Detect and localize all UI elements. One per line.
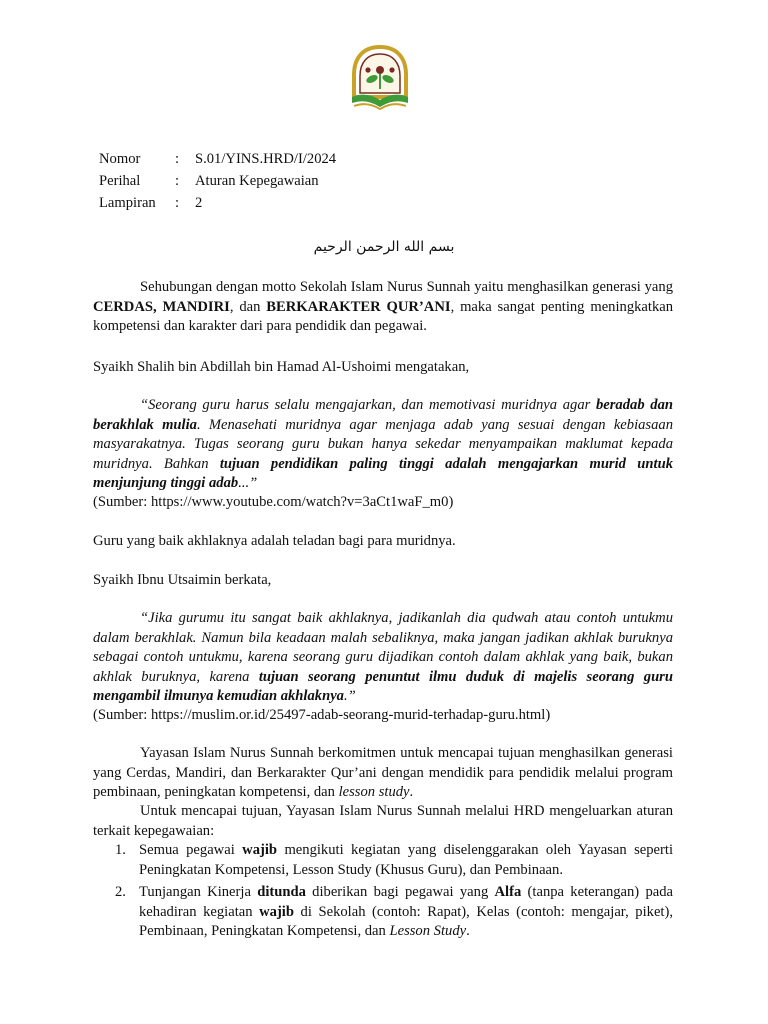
list-number: 1. (115, 842, 126, 858)
rules-list (93, 841, 673, 945)
bold-span: BERKARAKTER QUR’ANI (266, 298, 451, 315)
text-span: Semua pegawai (139, 842, 243, 858)
school-emblem-logo (348, 45, 412, 111)
quote-2 (93, 609, 673, 707)
meta-row-perihal (99, 172, 336, 194)
speaker-line-1: Syaikh Shalih bin Abdillah bin Hamad Al-Ushoimi mengatakan, (93, 359, 470, 375)
text-span: . (409, 784, 414, 800)
quote-2-source: (Sumber: https://muslim.or.id/25497-adab-seorang-murid-terhadap-guru.html) (93, 707, 551, 723)
text-span: . (466, 923, 470, 939)
bold-span: beradab dan berakhlak mulia (93, 397, 673, 433)
text-span: diberikan bagi pegawai yang (305, 884, 495, 900)
bold-span: ditunda (257, 884, 306, 900)
bold-span: wajib (259, 903, 294, 920)
text-span: di Sekolah (contoh: Rapat), Kelas (contoh: mengajar, piket), Pembinaan, Peningkatan Kompetensi, dan (139, 903, 673, 939)
rules-intro: Untuk mencapai tujuan, Yayasan Islam Nurus Sunnah melalui HRD mengeluarkan aturan terkait kepegawaian: (93, 803, 673, 839)
meta-value: 2 (195, 195, 203, 211)
text-span: “Jika gurumu itu sangat baik akhlaknya, jadikanlah dia qudwah atau contoh untukmu dalam berakhlak. Namun bila keadaan malah sebaliknya, maka jangan jadikan akhlak buruknya sebagai contoh untukmu, karena seorang guru dijadikan contoh dalam akhlak yang baik, bukan akhlak buruknya, karena (93, 610, 673, 685)
meta-value: Aturan Kepegawaian (195, 173, 319, 189)
text-span: ...” (238, 475, 258, 491)
bold-span: wajib (242, 842, 278, 858)
text-span: . Menasehati muridnya agar menjaga adab yang sesuai dengan kebiasaan masyarakatnya. Tugas seorang guru bukan hanya sekedar menyampaikan maklumat kepada muridnya. Bahkan (93, 416, 673, 472)
meta-value: S.01/YINS.HRD/I/2024 (195, 151, 337, 167)
basmalah: بسم الله الرحمن الرحيم (313, 239, 455, 255)
text-span: mengikuti kegiatan yang diselenggarakan oleh Yayasan seperti Peningkatan Kompetensi, Lesson Study (Khusus Guru), dan Pembinaan. (139, 842, 673, 878)
text-span: (tanpa keterangan) pada kehadiran kegiatan (139, 884, 673, 920)
text-span: “Seorang guru harus selalu mengajarkan, dan memotivasi muridnya agar (140, 397, 596, 413)
list-item (93, 841, 673, 880)
meta-key: Nomor (99, 151, 141, 167)
text-span: Tunjangan Kinerja (139, 884, 258, 900)
speaker-line-2: Syaikh Ibnu Utsaimin berkata, (93, 572, 272, 588)
meta-sep: : (175, 195, 180, 211)
meta-key: Lampiran (99, 195, 156, 211)
italic-span: Lesson Study (389, 923, 467, 939)
text-span: .” (343, 688, 356, 704)
teacher-statement: Guru yang baik akhlaknya adalah teladan bagi para muridnya. (93, 533, 456, 549)
bold-span: CERDAS, MANDIRI (93, 298, 230, 315)
bold-span: Alfa (494, 884, 522, 900)
letter-meta (99, 150, 336, 216)
text-span: Sehubungan dengan motto Sekolah Islam Nurus Sunnah yaitu menghasilkan generasi yang (140, 279, 673, 295)
text-span: Yayasan Islam Nurus Sunnah berkomitmen untuk mencapai tujuan menghasilkan generasi yang Cerdas, Mandiri, dan Berkarakter Qur’ani dengan mendidik para pendidik melalui program pembinaan, peningkatan kompetensi, dan (93, 745, 673, 800)
meta-row-nomor (99, 150, 336, 172)
meta-key: Perihal (99, 173, 141, 189)
list-number: 2. (115, 884, 126, 900)
meta-sep: : (175, 173, 180, 189)
meta-sep: : (175, 151, 180, 167)
text-span: , dan (229, 298, 267, 315)
italic-span: lesson study (338, 784, 410, 800)
bold-span: tujuan pendidikan paling tinggi adalah mengajarkan murid untuk menjunjung tinggi adab (93, 455, 673, 491)
intro-paragraph (93, 278, 673, 337)
commitment-paragraph (93, 744, 673, 803)
bold-span: tujuan seorang penuntut ilmu duduk di majelis seorang guru mengambil ilmunya kemudian akhlaknya (93, 668, 673, 704)
meta-row-lampiran (99, 194, 336, 216)
quote-1 (93, 396, 673, 494)
text-span: , maka sangat penting meningkatkan kompetensi dan karakter dari para pendidik dan pegawai. (93, 298, 674, 334)
quote-1-source: (Sumber: https://www.youtube.com/watch?v=3aCt1waF_m0) (93, 494, 454, 510)
list-item (93, 883, 673, 942)
